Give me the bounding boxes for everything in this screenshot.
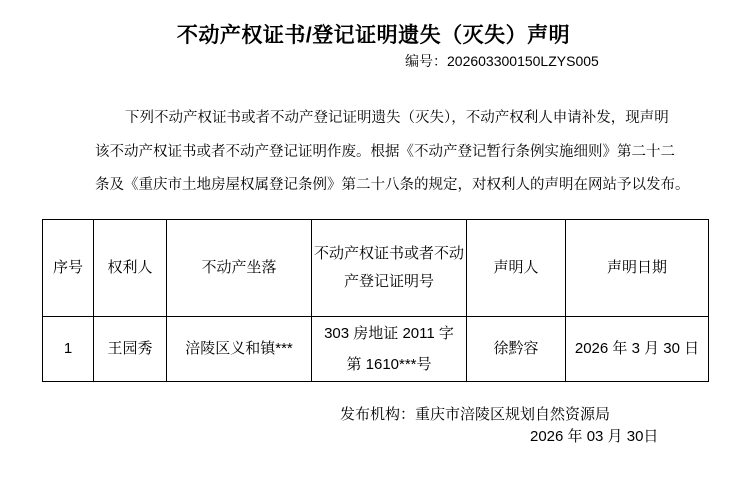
header-declarant: 声明人 xyxy=(467,220,566,317)
cell-declarant: 徐黔容 xyxy=(467,317,566,382)
cell-owner: 王园秀 xyxy=(94,317,167,382)
declaration-table xyxy=(42,219,709,382)
table-row xyxy=(43,317,709,382)
document-number-value: 202603300150LZYS005 xyxy=(447,53,599,69)
document-number xyxy=(405,51,599,71)
header-owner: 权利人 xyxy=(94,220,167,317)
page-title: 不动产权证书/登记证明遗失（灭失）声明 xyxy=(176,24,571,47)
document-number-label: 编号： xyxy=(405,53,447,69)
publisher-line: 发布机构：重庆市涪陵区规划自然资源局 xyxy=(340,406,611,423)
cell-seq: 1 xyxy=(43,317,94,382)
notice-line-3: 条及《重庆市土地房屋权属登记条例》第二十八条的规定，对权利人的声明在网站予以发布。 xyxy=(95,177,690,193)
cell-date: 2026 年 3 月 30 日 xyxy=(566,317,709,382)
header-location: 不动产坐落 xyxy=(167,220,312,317)
header-cert-no: 不动产权证书或者不动产登记证明号 xyxy=(312,220,467,317)
publish-date: 2026 年 03 月 30日 xyxy=(530,428,659,445)
table-header-row xyxy=(43,220,709,317)
header-seq: 序号 xyxy=(43,220,94,317)
notice-paragraph xyxy=(95,102,690,203)
notice-line-2: 该不动产权证书或者不动产登记证明作废。根据《不动产登记暂行条例实施细则》第二十二 xyxy=(95,143,675,160)
cert-no-line-1: 303 房地证 2011 字 xyxy=(324,325,454,342)
cell-cert-no xyxy=(312,317,467,382)
header-date: 声明日期 xyxy=(566,220,709,317)
cell-location: 涪陵区义和镇*** xyxy=(167,317,312,382)
cert-no-line-2: 第 1610***号 xyxy=(346,356,432,373)
notice-line-1: 下列不动产权证书或者不动产登记证明遗失（灭失），不动产权利人申请补发，现声明 xyxy=(125,110,669,126)
